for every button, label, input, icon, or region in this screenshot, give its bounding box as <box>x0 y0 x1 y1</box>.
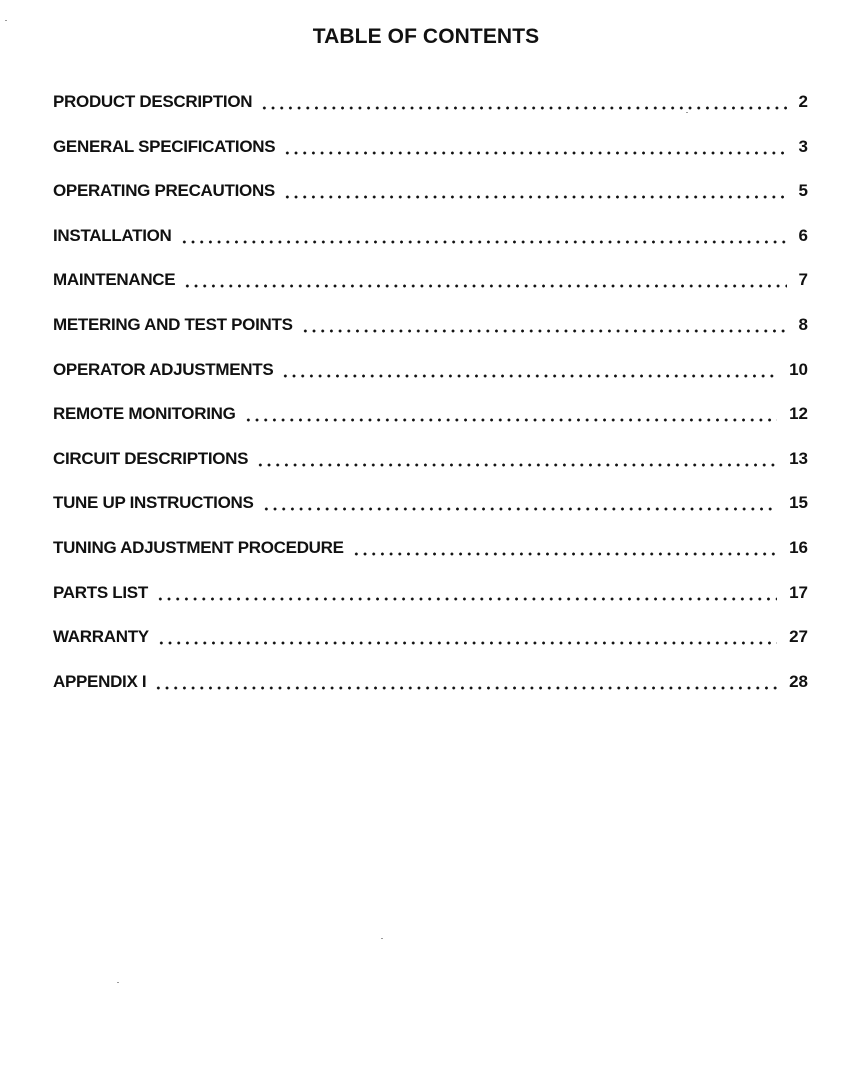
toc-entry <box>53 133 808 178</box>
toc-entry <box>53 88 808 133</box>
toc-entry-page-number: 15 <box>789 493 808 513</box>
toc-entry-page-number: 13 <box>789 448 808 468</box>
toc-entry-title: APPENDIX I <box>53 671 147 691</box>
toc-entry-title: GENERAL SPECIFICATIONS <box>53 136 276 156</box>
scan-speck <box>117 982 119 983</box>
dot-leader <box>283 151 787 155</box>
toc-entry <box>53 489 808 534</box>
dot-leader <box>244 418 777 422</box>
toc-entry-page-number: 28 <box>789 671 808 691</box>
toc-entry-title: METERING AND TEST POINTS <box>53 314 293 334</box>
toc-entry-page-number: 12 <box>789 404 808 424</box>
dot-leader <box>154 686 777 690</box>
toc-entry-title: TUNE UP INSTRUCTIONS <box>53 493 254 513</box>
toc-entry-title: INSTALLATION <box>53 225 172 245</box>
toc-entry <box>53 266 808 311</box>
toc-entry-title: CIRCUIT DESCRIPTIONS <box>53 448 249 468</box>
page-title: TABLE OF CONTENTS <box>312 25 540 48</box>
toc-entry-title: OPERATOR ADJUSTMENTS <box>53 359 274 379</box>
toc-entry-title: PRODUCT DESCRIPTION <box>53 92 253 111</box>
toc-entry <box>53 311 808 356</box>
toc-entry-page-number: 2 <box>798 92 808 111</box>
toc-entry-title: PARTS LIST <box>53 582 148 602</box>
toc-entry-page-number: 5 <box>798 181 808 201</box>
toc-entry <box>53 400 808 445</box>
toc-entry-title: TUNING ADJUSTMENT PROCEDURE <box>53 537 344 557</box>
toc-entry <box>53 623 808 668</box>
toc-entry-page-number: 3 <box>798 136 808 156</box>
toc-entry <box>53 579 808 624</box>
scan-speck <box>381 938 383 939</box>
dot-leader <box>156 597 777 601</box>
dot-leader <box>283 195 787 199</box>
toc-entry-page-number: 27 <box>789 627 808 647</box>
toc-entry-title: WARRANTY <box>53 627 149 647</box>
toc-entry <box>53 534 808 579</box>
toc-entry-page-number: 7 <box>798 270 808 290</box>
toc-entry-page-number: 8 <box>798 314 808 334</box>
toc-entry-title: OPERATING PRECAUTIONS <box>53 181 275 201</box>
scan-speck <box>686 112 688 113</box>
dot-leader <box>301 329 787 333</box>
toc-entry-title: REMOTE MONITORING <box>53 404 236 424</box>
toc-entry-page-number: 17 <box>789 582 808 602</box>
toc-entry-page-number: 10 <box>789 359 808 379</box>
toc-entry <box>53 356 808 401</box>
dot-leader <box>256 463 777 467</box>
toc-entry-title: MAINTENANCE <box>53 270 176 290</box>
toc-entry <box>53 445 808 490</box>
scan-speck <box>5 20 7 21</box>
dot-leader <box>262 507 777 511</box>
toc-entry-page-number: 6 <box>798 225 808 245</box>
toc-entry-page-number: 16 <box>789 537 808 557</box>
dot-leader <box>352 552 777 556</box>
toc-entry <box>53 222 808 267</box>
dot-leader <box>157 641 777 645</box>
dot-leader <box>180 240 787 244</box>
toc-entry <box>53 177 808 222</box>
table-of-contents <box>53 88 808 712</box>
dot-leader <box>260 106 787 110</box>
dot-leader <box>183 284 787 288</box>
toc-entry <box>53 668 808 713</box>
dot-leader <box>281 374 777 378</box>
